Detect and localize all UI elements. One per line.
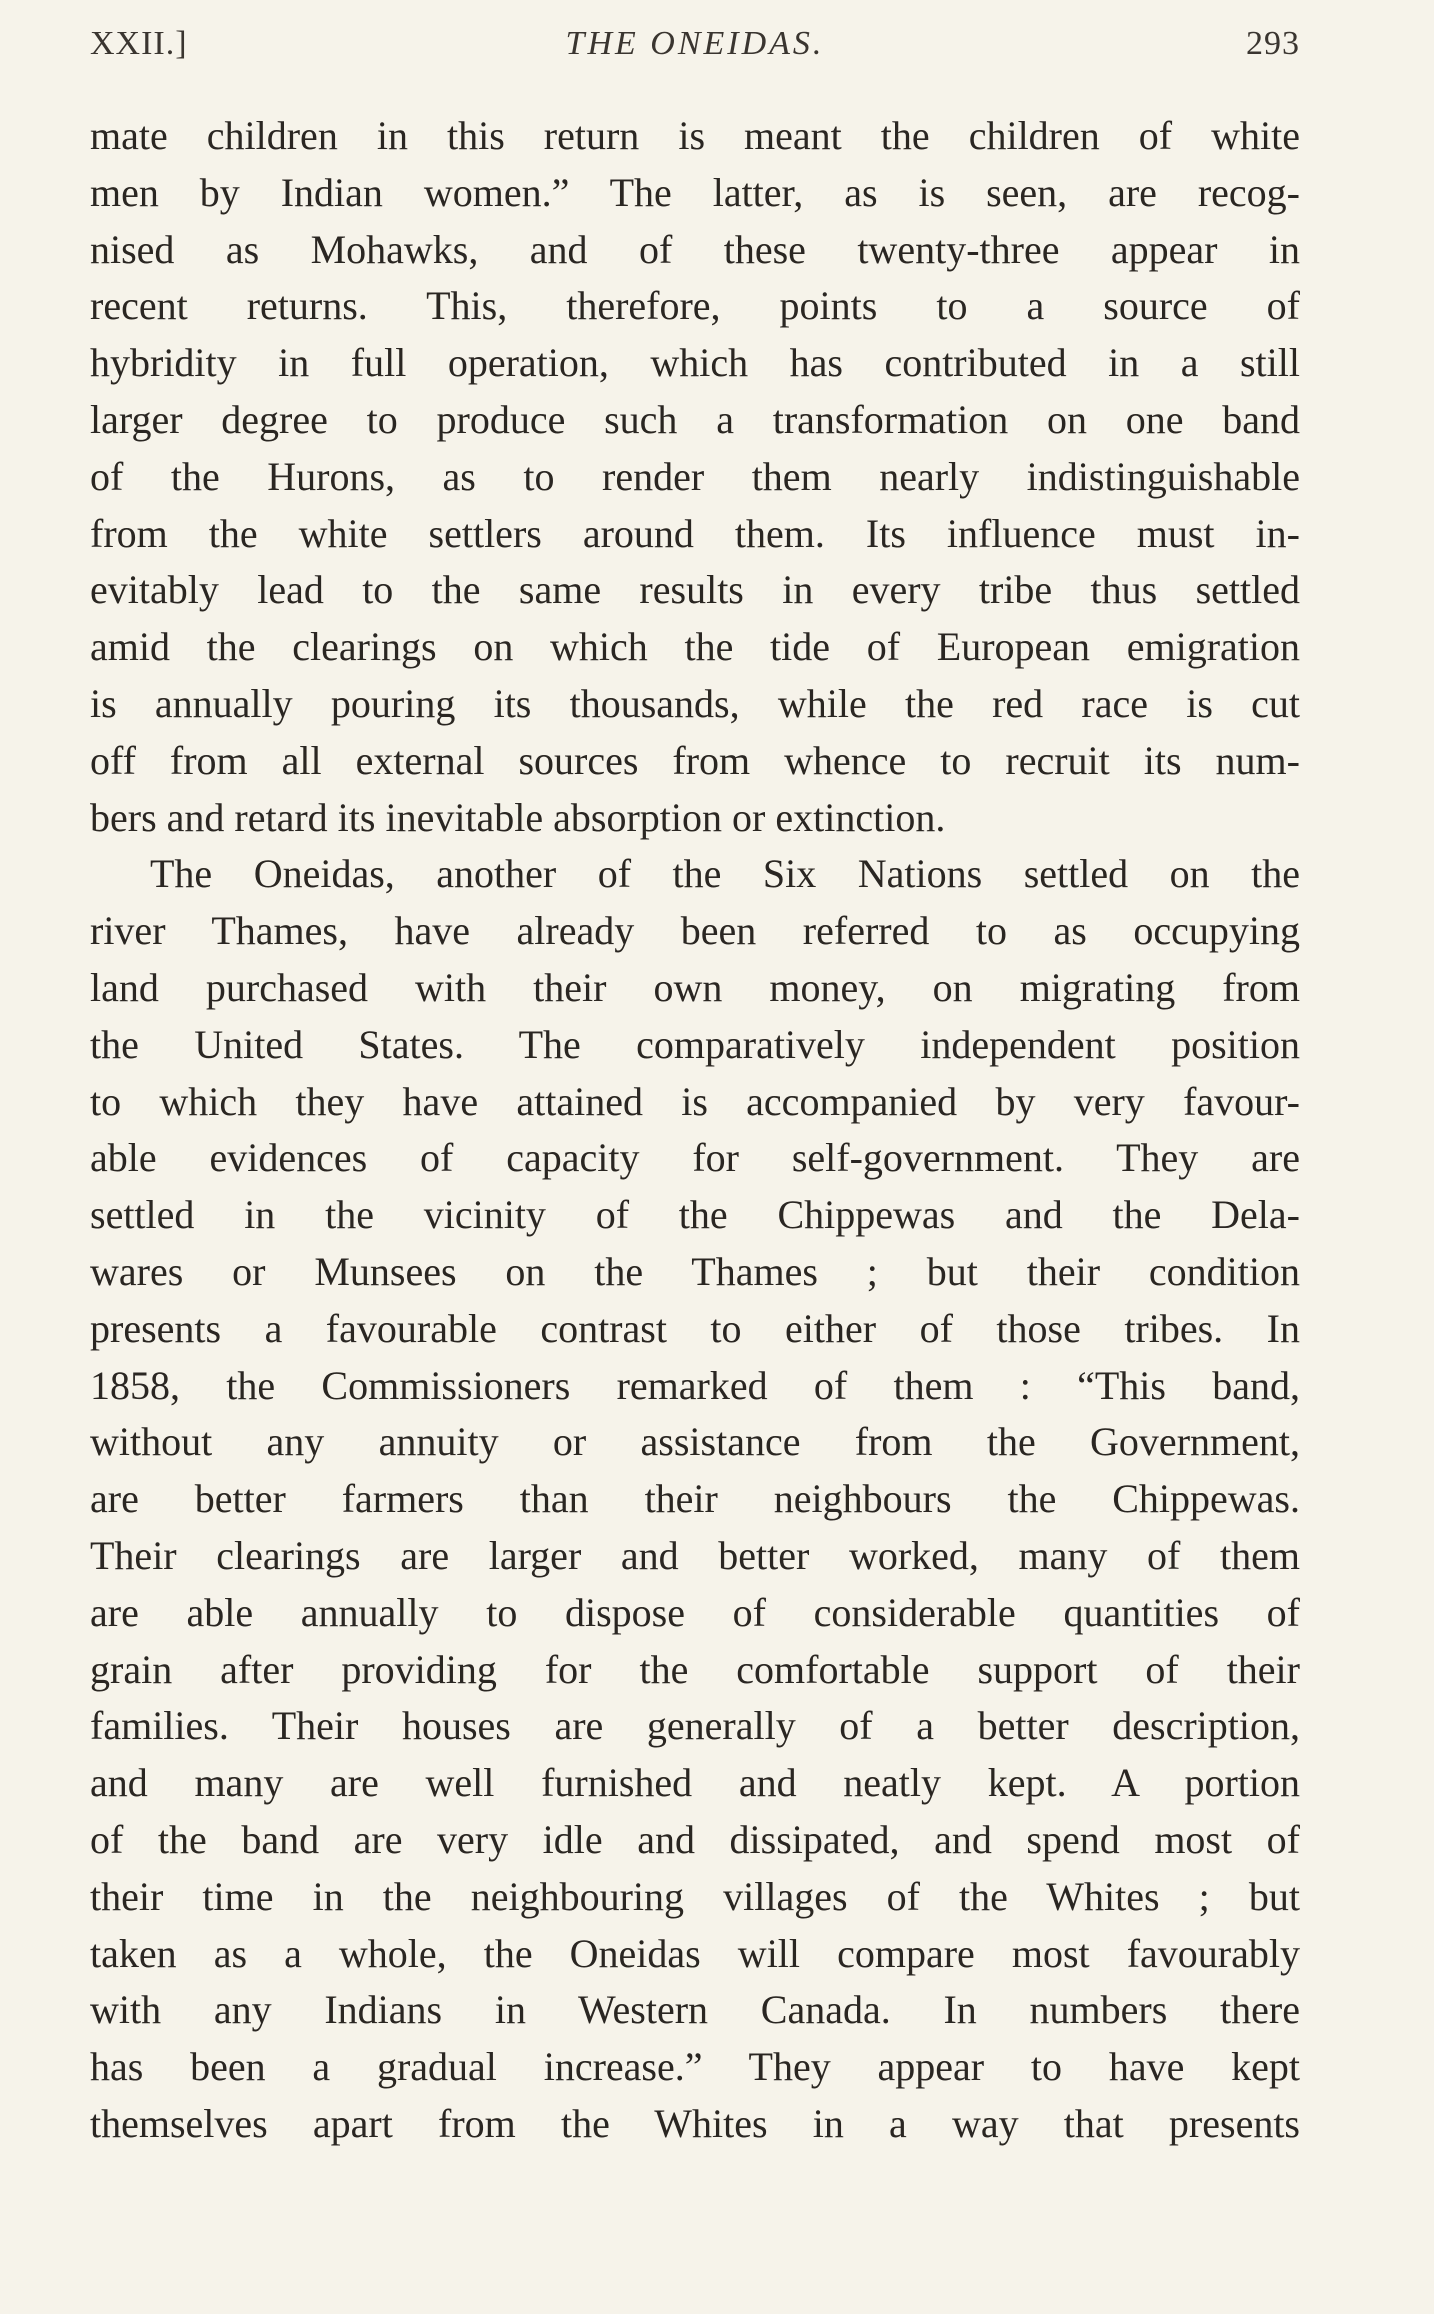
text-line: amid the clearings on which the tide of European emigration [90, 624, 1300, 670]
text-line: presents a favourable contrast to either of those tribes. In [90, 1305, 1300, 1351]
text-line: recent returns. This, therefore, points to a source of [90, 283, 1300, 329]
text-line: able evidences of capacity for self-government. They are [90, 1135, 1300, 1181]
text-line: mate children in this return is meant the children of white [90, 113, 1300, 158]
text-line: larger degree to produce such a transformation on one band [90, 396, 1300, 442]
text-line: Their clearings are larger and better worked, many of them [90, 1532, 1300, 1578]
text-line: from the white settlers around them. Its influence must in- [90, 510, 1300, 556]
text-line: has been a gradual increase.” They appear to have kept [90, 2044, 1300, 2090]
paragraph-1 [90, 108, 1300, 846]
text-line: families. Their houses are generally of a better description, [90, 1703, 1300, 1749]
text-line: and many are well furnished and neatly kept. A portion [90, 1760, 1300, 1806]
text-line: are able annually to dispose of considerable quantities of [90, 1589, 1300, 1635]
text-line: river Thames, have already been referred to as occupying [90, 908, 1300, 954]
text-line: their time in the neighbouring villages of the Whites ; but [90, 1873, 1300, 1919]
text-line: settled in the vicinity of the Chippewas and the Dela- [90, 1192, 1300, 1238]
text-line: to which they have attained is accompanied by very favour- [90, 1078, 1300, 1124]
text-line: grain after providing for the comfortable support of their [90, 1646, 1300, 1692]
text-line: is annually pouring its thousands, while the red race is cut [90, 680, 1300, 726]
chapter-number: XXII.] [90, 25, 188, 62]
body-text [90, 108, 1300, 2153]
text-line: evitably lead to the same results in every tribe thus settled [90, 567, 1300, 613]
chapter-title: THE ONEIDAS. [565, 25, 825, 62]
text-line: bers and retard its inevitable absorption or extinction. [90, 794, 946, 840]
text-line: taken as a whole, the Oneidas will compare most favourably [90, 1930, 1300, 1976]
text-line: The Oneidas, another of the Six Nations settled on the [150, 851, 1300, 897]
text-line: the United States. The comparatively independent position [90, 1021, 1300, 1067]
text-line: nised as Mohawks, and of these twenty-three appear in [90, 226, 1300, 272]
text-line: hybridity in full operation, which has contributed in a still [90, 340, 1300, 386]
paragraph-2 [90, 846, 1300, 2152]
text-line: themselves apart from the Whites in a way that presents [90, 2100, 1300, 2146]
text-line: wares or Munsees on the Thames ; but their condition [90, 1248, 1300, 1294]
text-line: 1858, the Commissioners remarked of them : “This band, [90, 1362, 1300, 1408]
text-line: are better farmers than their neighbours the Chippewas. [90, 1476, 1300, 1522]
text-line: off from all external sources from whence to recruit its num- [90, 737, 1300, 783]
text-line: of the band are very idle and dissipated, and spend most of [90, 1816, 1300, 1862]
text-line: land purchased with their own money, on migrating from [90, 964, 1300, 1010]
text-line: without any annuity or assistance from the Government, [90, 1419, 1300, 1465]
text-line: of the Hurons, as to render them nearly indistinguishable [90, 453, 1300, 499]
text-line: men by Indian women.” The latter, as is seen, are recog- [90, 169, 1300, 215]
running-head [90, 22, 1300, 66]
page-number: 293 [1246, 25, 1300, 62]
text-line: with any Indians in Western Canada. In numbers there [90, 1987, 1300, 2033]
